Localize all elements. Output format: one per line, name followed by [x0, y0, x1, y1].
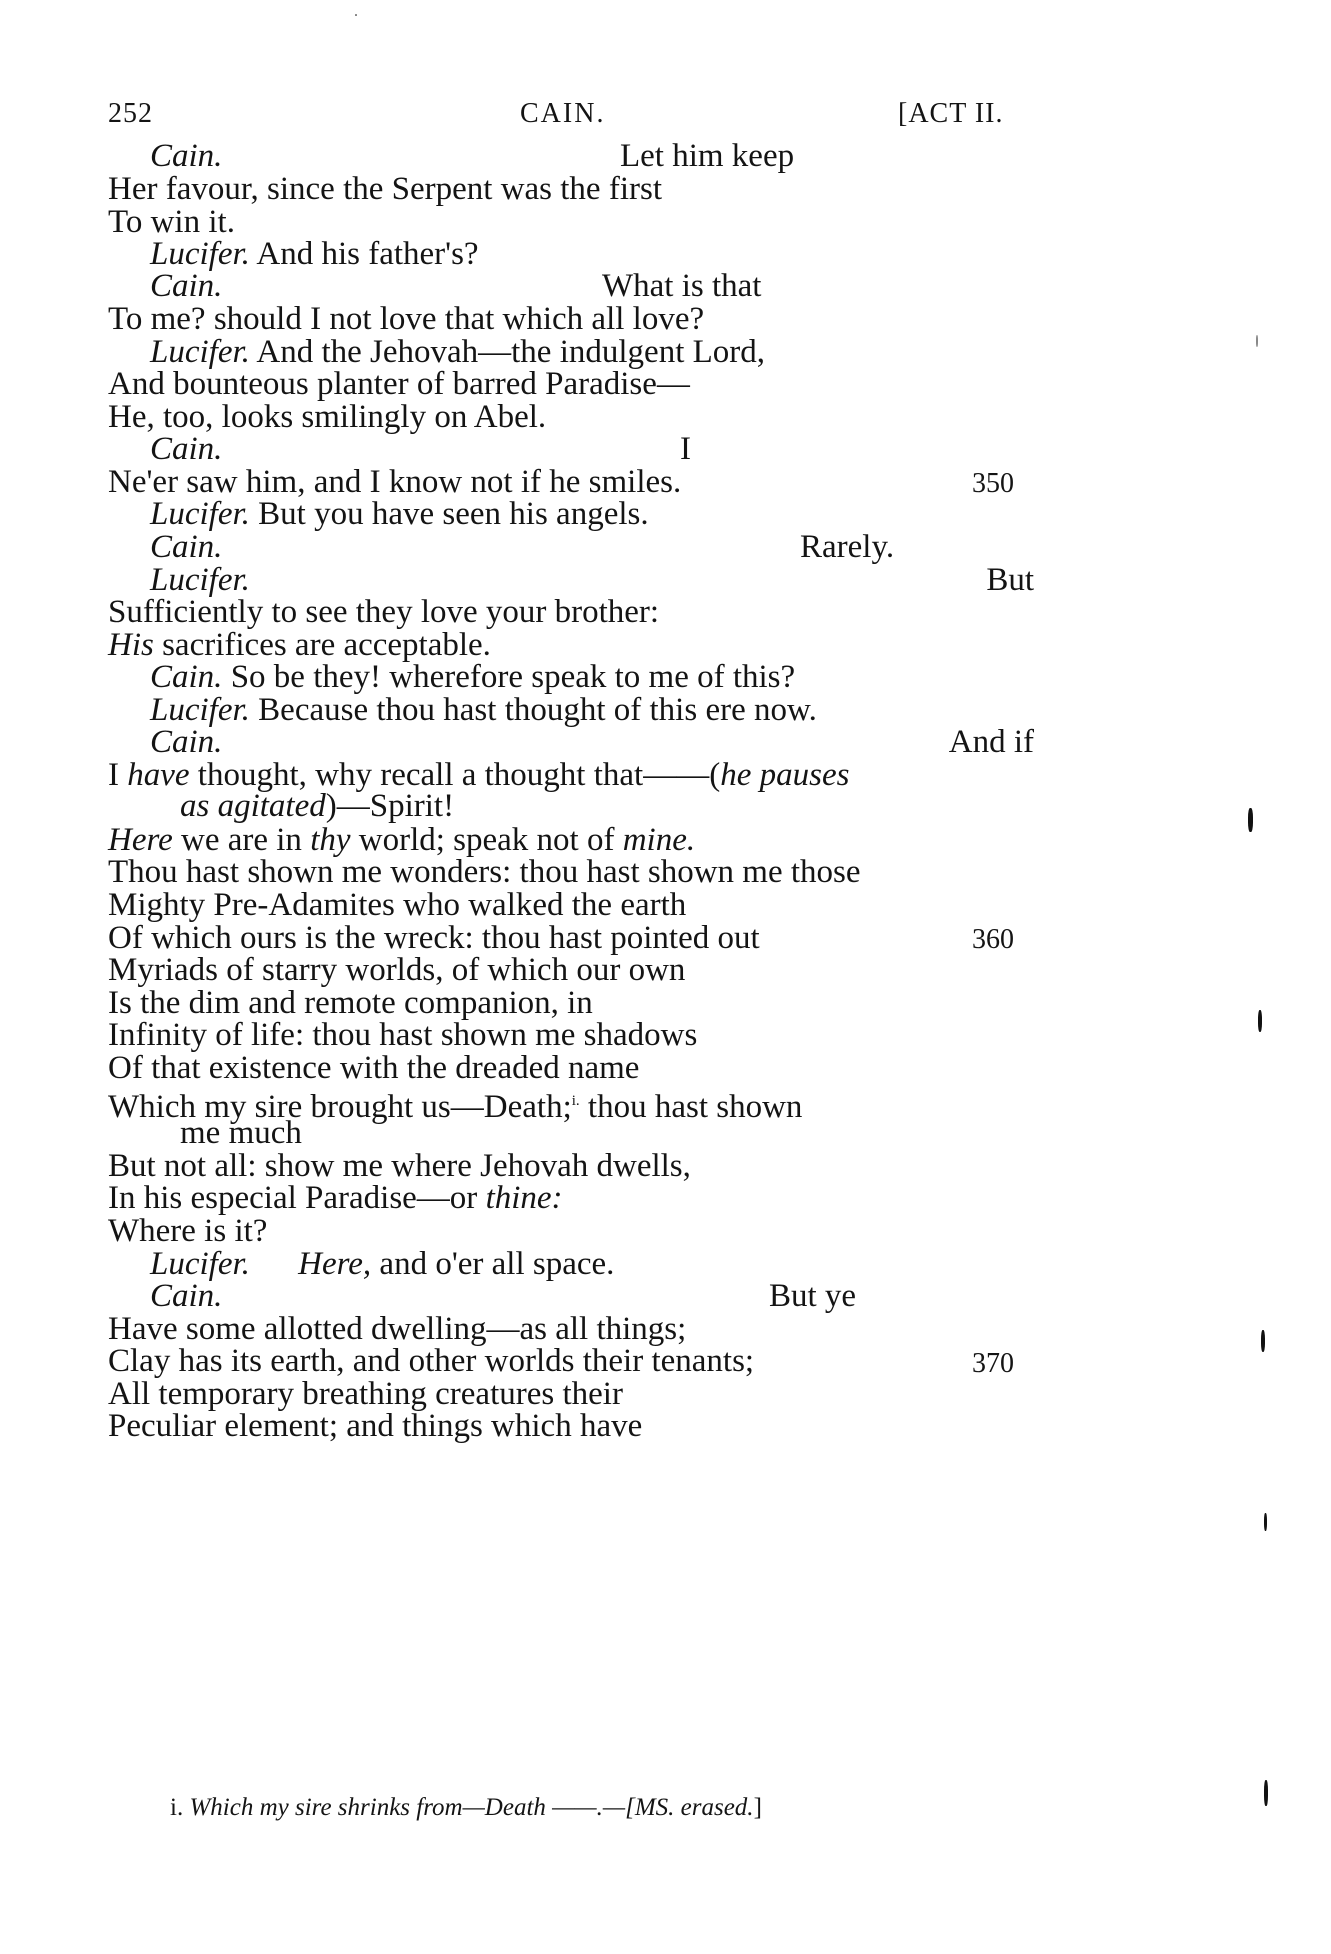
speaker-label: Lucifer. — [150, 692, 250, 728]
scan-speck — [1264, 1780, 1268, 1806]
verse-line: Myriads of starry worlds, of which our own — [108, 952, 686, 988]
verse-line: Ne'er saw him, and I know not if he smiles. — [108, 464, 682, 500]
emphasis: His — [108, 627, 154, 663]
emphasis: thine: — [485, 1180, 563, 1216]
line-number: 350 — [972, 468, 1014, 499]
speech-text: Rarely. — [800, 529, 895, 565]
speaker-label: Cain. — [150, 138, 223, 174]
speech-text: thought, why recall a thought that——( — [197, 757, 721, 793]
verse-line: Of which ours is the wreck: thou hast pointed out — [108, 920, 760, 956]
verse-line: But not all: show me where Jehovah dwells, — [108, 1148, 691, 1184]
speech-text: But ye — [769, 1278, 857, 1314]
speaker-label: Lucifer. — [150, 562, 250, 598]
page-number: 252 — [108, 98, 153, 129]
speech-text: world; speak not of — [358, 822, 615, 858]
speech-text: But you have seen his angels. — [258, 496, 649, 532]
verse-line: Sufficiently to see they love your brother: — [108, 594, 660, 630]
speech-text: I — [680, 431, 691, 467]
speech-text: What is that — [602, 268, 762, 304]
scan-speck — [1264, 1513, 1267, 1531]
speech-text: I — [108, 757, 119, 793]
verse-line: And bounteous planter of barred Paradise— — [108, 366, 690, 402]
scan-speck — [1248, 808, 1253, 832]
speaker-label: Lucifer. — [150, 1246, 250, 1282]
speech-text: So be they! wherefore speak to me of this? — [230, 659, 796, 695]
stage-direction: as agitated — [180, 788, 326, 824]
speaker-label: Lucifer. — [150, 334, 250, 370]
scan-speck — [1256, 335, 1258, 347]
emphasis: thy — [310, 822, 351, 858]
speaker-label: Cain. — [150, 529, 223, 565]
verse-line: Have some allotted dwelling—as all things; — [108, 1311, 687, 1347]
stage-direction: he pauses — [720, 757, 850, 793]
speech-text: sacrifices are acceptable. — [162, 627, 491, 663]
speaker-label: Cain. — [150, 724, 223, 760]
footnote-bracket: ] — [753, 1794, 762, 1821]
footnote-text: Which my sire shrinks from—Death ——.—[ — [189, 1794, 635, 1821]
line-number: 360 — [972, 924, 1014, 955]
verse-line: To win it. — [108, 204, 235, 240]
footnote-marker: i. — [571, 1093, 580, 1109]
scan-speck — [1258, 1010, 1262, 1032]
line-number: 370 — [972, 1348, 1014, 1379]
verse-line: Clay has its earth, and other worlds their tenants; — [108, 1343, 755, 1379]
speech-text: )—Spirit! — [325, 788, 455, 824]
footnote — [170, 1794, 762, 1828]
speech-text: we are in — [181, 822, 302, 858]
emphasis: have — [127, 757, 190, 793]
speaker-label: Cain. — [150, 268, 223, 304]
speaker-label: Cain. — [150, 1278, 223, 1314]
verse-line: All temporary breathing creatures their — [108, 1376, 623, 1412]
verse-line: Where is it? — [108, 1213, 268, 1249]
verse-line: To me? should I not love that which all love? — [108, 301, 705, 337]
speech-text: And if — [948, 724, 1034, 760]
verse-line: Thou hast shown me wonders: thou hast shown me those — [108, 854, 861, 890]
emphasis: Here — [108, 822, 173, 858]
verse-line: He, too, looks smilingly on Abel. — [108, 399, 547, 435]
speech-text: and o'er all space. — [379, 1246, 615, 1282]
speech-text: In his especial Paradise—or — [108, 1180, 478, 1216]
act-heading: [ACT II. — [898, 98, 1004, 129]
speech-text: Because thou hast thought of this ere now. — [258, 692, 817, 728]
verse-line: Her favour, since the Serpent was the first — [108, 171, 662, 207]
speaker-label: Cain. — [150, 431, 223, 467]
verse-line: Peculiar element; and things which have — [108, 1408, 643, 1444]
scan-speck — [1261, 1330, 1265, 1352]
speech-text: And the Jehovah—the indulgent Lord, — [256, 334, 766, 370]
speaker-label: Cain. — [150, 659, 223, 695]
verse-line: me much — [180, 1115, 302, 1151]
verse-line: Is the dim and remote companion, in — [108, 985, 593, 1021]
speech-text: And his father's? — [256, 236, 479, 272]
speech-text: Which my sire brought us—Death; — [108, 1089, 572, 1125]
speaker-label: Lucifer. — [150, 236, 250, 272]
running-title: CAIN. — [520, 98, 606, 129]
verse-line: Infinity of life: thou hast shown me shadows — [108, 1017, 698, 1053]
footnote-marker: i. — [170, 1794, 184, 1821]
verse-line: Of that existence with the dreaded name — [108, 1050, 640, 1086]
scan-speck — [355, 14, 357, 16]
speech-text: Let him keep — [620, 138, 795, 174]
emphasis: mine. — [622, 822, 696, 858]
speaker-label: Lucifer. — [150, 496, 250, 532]
verse-line: Mighty Pre-Adamites who walked the earth — [108, 887, 687, 923]
speech-text: thou hast shown — [587, 1089, 803, 1125]
emphasis: Here, — [298, 1246, 372, 1282]
speech-text: But — [986, 562, 1034, 598]
footnote-source: MS. erased. — [634, 1794, 754, 1821]
